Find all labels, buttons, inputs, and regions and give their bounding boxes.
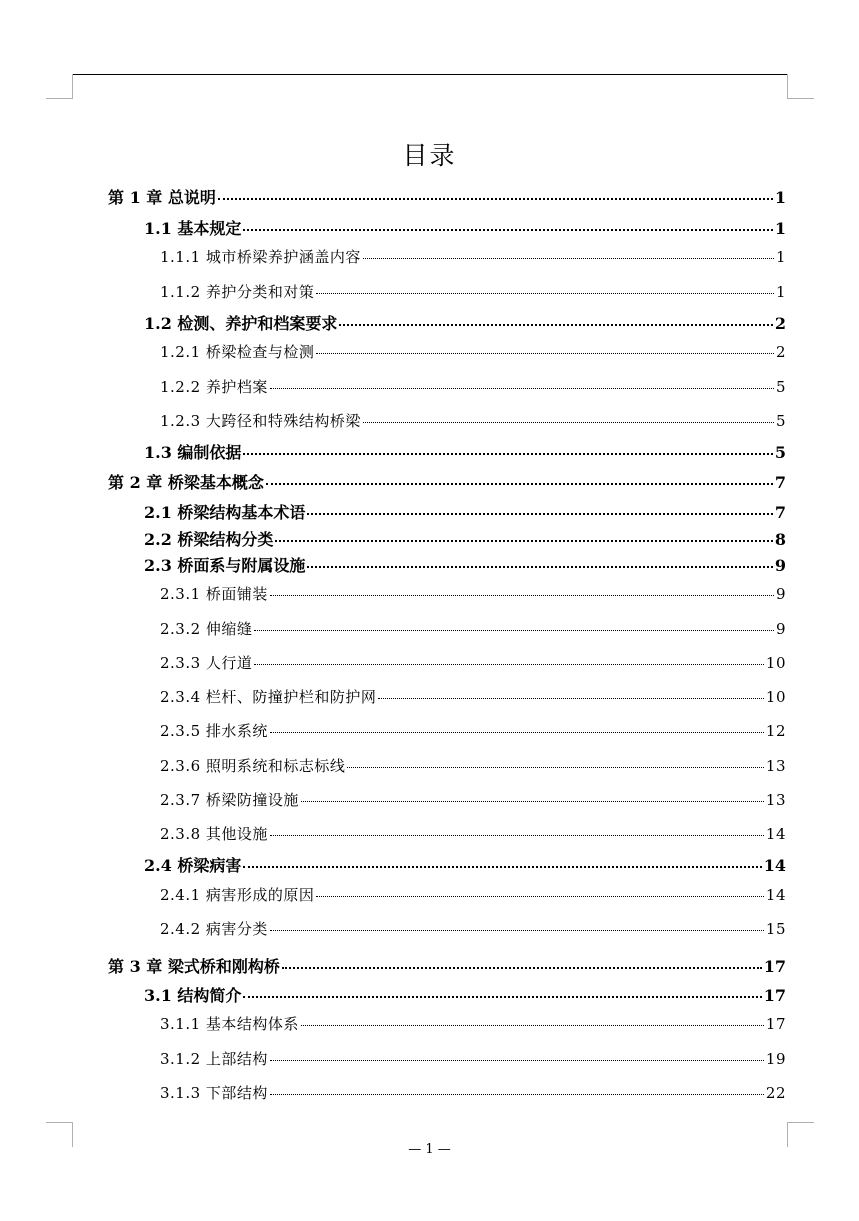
toc-entry-page: 9 <box>775 620 786 638</box>
toc-dot-leader <box>363 258 774 259</box>
toc-entry-label: 1.1.2 养护分类和对策 <box>160 283 315 301</box>
toc-entry[interactable] <box>160 1013 786 1034</box>
toc-dot-leader <box>316 353 774 354</box>
toc-dot-leader <box>378 698 763 699</box>
toc-entry[interactable] <box>144 527 786 550</box>
toc-entry-label: 2.3.3 人行道 <box>160 654 253 672</box>
toc-entry-label: 1.2.2 养护档案 <box>160 378 268 396</box>
toc-entry-label: 第 2 章 桥梁基本概念 <box>108 473 264 492</box>
toc-entry[interactable] <box>144 853 786 876</box>
toc-entry-page: 17 <box>763 957 786 976</box>
toc-entry-page: 5 <box>774 443 786 462</box>
toc-title: 目录 <box>402 141 457 170</box>
toc-entry-label: 2.1 桥梁结构基本术语 <box>144 503 306 522</box>
toc-dot-leader <box>243 866 761 868</box>
toc-entry-label: 2.3.7 桥梁防撞设施 <box>160 791 299 809</box>
toc-entry-label: 2.3.8 其他设施 <box>160 825 268 843</box>
toc-entry-page: 19 <box>765 1050 786 1068</box>
toc-entry-label: 1.2.3 大跨径和特殊结构桥梁 <box>160 412 361 430</box>
toc-entry-label: 2.3.1 桥面铺装 <box>160 585 268 603</box>
toc-entry-page: 1 <box>775 248 786 266</box>
toc-entry-page: 14 <box>765 825 786 843</box>
toc-entry[interactable] <box>160 341 786 362</box>
toc-entry[interactable] <box>160 618 786 639</box>
toc-dot-leader <box>363 422 774 423</box>
toc-entry[interactable] <box>144 983 786 1006</box>
toc-entry[interactable] <box>160 720 786 741</box>
toc-entry-label: 2.3 桥面系与附属设施 <box>144 556 306 575</box>
toc-entry[interactable] <box>160 376 786 397</box>
toc-entry[interactable] <box>160 918 786 939</box>
toc-dot-leader <box>270 388 774 389</box>
toc-entry-page: 8 <box>774 530 786 549</box>
toc-entry-page: 10 <box>765 688 786 706</box>
toc-entry-page: 14 <box>765 886 786 904</box>
toc-dot-leader <box>307 566 772 568</box>
toc-entry-label: 2.3.6 照明系统和标志标线 <box>160 757 346 775</box>
toc-dot-leader <box>270 930 764 931</box>
toc-entry-label: 3.1.3 下部结构 <box>160 1084 268 1102</box>
toc-entry-page: 14 <box>763 856 786 875</box>
toc-entry[interactable] <box>108 185 786 208</box>
toc-dot-leader <box>243 996 761 998</box>
toc-entry-page: 9 <box>775 585 786 603</box>
toc-entry[interactable] <box>160 823 786 844</box>
toc-entry-page: 13 <box>765 757 786 775</box>
toc-dot-leader <box>301 801 764 802</box>
toc-entry-page: 7 <box>774 503 786 522</box>
toc-entry[interactable] <box>160 686 786 707</box>
toc-entry[interactable] <box>160 1048 786 1069</box>
toc-dot-leader <box>339 324 772 326</box>
toc-dot-leader <box>316 293 774 294</box>
toc-entry[interactable] <box>160 652 786 673</box>
toc-entry-label: 2.4 桥梁病害 <box>144 856 242 875</box>
toc-dot-leader <box>266 483 773 485</box>
toc-dot-leader <box>301 1025 764 1026</box>
toc-entry-label: 2.3.2 伸缩缝 <box>160 620 253 638</box>
toc-entry-label: 3.1 结构简介 <box>144 986 242 1005</box>
toc-dot-leader <box>307 513 772 515</box>
toc-dot-leader <box>316 896 763 897</box>
toc-entry-page: 1 <box>774 219 786 238</box>
toc-entry[interactable] <box>160 884 786 905</box>
toc-dot-leader <box>270 595 774 596</box>
toc-entry-label: 2.3.4 栏杆、防撞护栏和防护网 <box>160 688 377 706</box>
toc-dot-leader <box>282 967 762 969</box>
toc-entry-label: 1.3 编制依据 <box>144 443 242 462</box>
toc-dot-leader <box>243 453 772 455</box>
toc-entry-page: 12 <box>765 722 786 740</box>
page-number-footer: — 1 — <box>408 1142 451 1157</box>
toc-entry[interactable] <box>160 583 786 604</box>
toc-entry-page: 13 <box>765 791 786 809</box>
toc-entry-page: 1 <box>775 283 786 301</box>
toc-entry-page: 10 <box>765 654 786 672</box>
toc-dot-leader <box>270 732 764 733</box>
toc-dot-leader <box>270 835 764 836</box>
toc-entry-label: 第 3 章 梁式桥和刚构桥 <box>108 957 280 976</box>
toc-entry-label: 2.4.1 病害形成的原因 <box>160 886 315 904</box>
toc-entry-page: 2 <box>774 314 786 333</box>
toc-dot-leader <box>254 664 763 665</box>
toc-entry-label: 1.1.1 城市桥梁养护涵盖内容 <box>160 248 361 266</box>
toc-entry[interactable] <box>160 789 786 810</box>
toc-entry[interactable] <box>144 440 786 463</box>
toc-entry[interactable] <box>160 246 786 267</box>
toc-entry[interactable] <box>160 281 786 302</box>
toc-entry[interactable] <box>144 311 786 334</box>
toc-entry-label: 1.2.1 桥梁检查与检测 <box>160 343 315 361</box>
toc-entry-label: 3.1.2 上部结构 <box>160 1050 268 1068</box>
toc-entry[interactable] <box>144 553 786 576</box>
toc-entry[interactable] <box>144 500 786 523</box>
toc-entry-label: 2.2 桥梁结构分类 <box>144 530 274 549</box>
toc-entry[interactable] <box>160 410 786 431</box>
toc-dot-leader <box>347 767 763 768</box>
toc-entry-label: 1.2 检测、养护和档案要求 <box>144 314 338 333</box>
toc-entry-label: 第 1 章 总说明 <box>108 188 216 207</box>
toc-entry[interactable] <box>160 755 786 776</box>
toc-entry-page: 5 <box>775 412 786 430</box>
toc-entry-page: 22 <box>765 1084 786 1102</box>
toc-entry[interactable] <box>144 216 786 239</box>
toc-dot-leader <box>275 540 772 542</box>
toc-dot-leader <box>254 630 774 631</box>
toc-entry-page: 1 <box>774 188 786 207</box>
toc-entry-page: 17 <box>765 1015 786 1033</box>
toc-entry-page: 2 <box>775 343 786 361</box>
toc-entry-label: 3.1.1 基本结构体系 <box>160 1015 299 1033</box>
toc-entry-page: 17 <box>763 986 786 1005</box>
toc-entry-page: 5 <box>775 378 786 396</box>
toc-entry-label: 1.1 基本规定 <box>144 219 242 238</box>
toc-entry[interactable] <box>108 470 786 493</box>
toc-entry[interactable] <box>108 954 786 977</box>
toc-entry-page: 15 <box>765 920 786 938</box>
toc-entry-label: 2.4.2 病害分类 <box>160 920 268 938</box>
toc-entry-page: 7 <box>774 473 786 492</box>
toc-dot-leader <box>270 1060 764 1061</box>
toc-dot-leader <box>218 198 773 200</box>
toc-entry-page: 9 <box>774 556 786 575</box>
toc-dot-leader <box>270 1094 764 1095</box>
toc-entry[interactable] <box>160 1082 786 1103</box>
toc-dot-leader <box>243 229 772 231</box>
toc-entry-label: 2.3.5 排水系统 <box>160 722 268 740</box>
